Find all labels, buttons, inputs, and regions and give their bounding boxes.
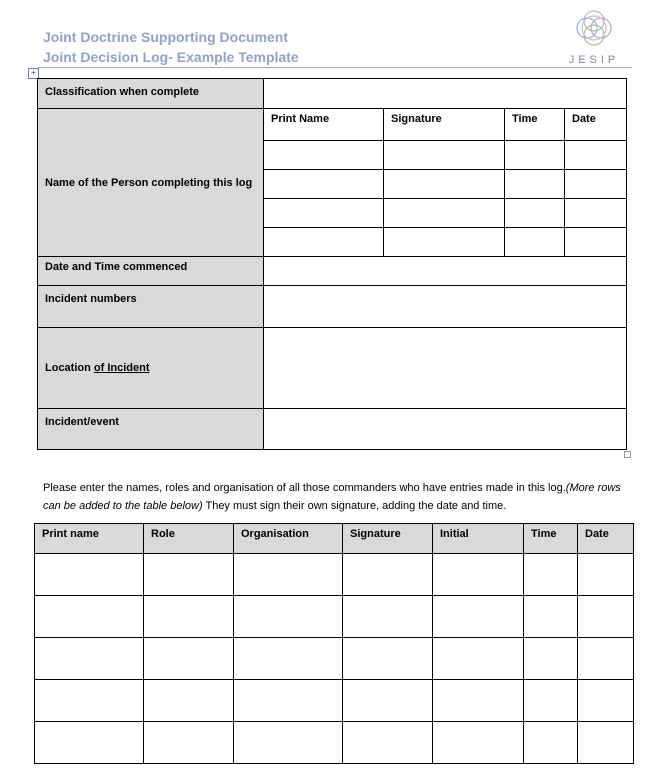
person-cell[interactable] xyxy=(505,228,565,257)
person-cell[interactable] xyxy=(384,170,505,199)
table-cell[interactable] xyxy=(234,680,343,722)
col-signature: Signature xyxy=(343,524,433,554)
instruction-text xyxy=(43,479,628,515)
decision-log-form xyxy=(37,78,627,450)
person-cell[interactable] xyxy=(505,170,565,199)
instruction-tail: They must sign their own signature, adding the date and time. xyxy=(202,500,507,512)
table-cell[interactable] xyxy=(144,722,234,764)
table-row xyxy=(35,680,634,722)
instruction-main: Please enter the names, roles and organisation of all those commanders who have entries made in this log. xyxy=(43,482,566,494)
table-cell[interactable] xyxy=(35,596,144,638)
table-cell[interactable] xyxy=(234,722,343,764)
table-cell[interactable] xyxy=(433,680,524,722)
table-cell[interactable] xyxy=(524,680,578,722)
table-cell[interactable] xyxy=(343,554,433,596)
table-row xyxy=(35,596,634,638)
location-label xyxy=(38,328,264,409)
person-cell[interactable] xyxy=(565,228,627,257)
table-cell[interactable] xyxy=(524,638,578,680)
header-rule xyxy=(38,67,632,68)
col-time: Time xyxy=(524,524,578,554)
table-cell[interactable] xyxy=(524,596,578,638)
jesip-logo-mark xyxy=(573,8,615,50)
table-cell[interactable] xyxy=(343,722,433,764)
incident-numbers-field[interactable] xyxy=(264,286,627,328)
document-subtitle: Joint Decision Log- Example Template xyxy=(43,49,299,65)
table-cell[interactable] xyxy=(343,680,433,722)
table-cell[interactable] xyxy=(433,722,524,764)
col-role: Role xyxy=(144,524,234,554)
table-cell[interactable] xyxy=(578,596,634,638)
table-cell[interactable] xyxy=(524,554,578,596)
table-row xyxy=(35,722,634,764)
instruction-note: (More rows can be added to the table below) xyxy=(43,482,621,512)
incident-event-field[interactable] xyxy=(264,409,627,450)
person-cell[interactable] xyxy=(384,199,505,228)
col-date: Date xyxy=(578,524,634,554)
person-col-time: Time xyxy=(505,109,565,141)
table-cell[interactable] xyxy=(578,680,634,722)
table-resize-handle[interactable] xyxy=(624,451,631,458)
jesip-logo xyxy=(565,8,623,68)
table-cell[interactable] xyxy=(234,554,343,596)
table-row xyxy=(35,638,634,680)
person-cell[interactable] xyxy=(565,199,627,228)
person-cell[interactable] xyxy=(565,141,627,170)
date-time-commenced-field[interactable] xyxy=(264,257,627,286)
table-row xyxy=(35,554,634,596)
person-cell[interactable] xyxy=(505,199,565,228)
table-cell[interactable] xyxy=(343,638,433,680)
person-cell[interactable] xyxy=(264,228,384,257)
table-cell[interactable] xyxy=(35,638,144,680)
table-move-handle[interactable]: + xyxy=(28,68,39,79)
table-cell[interactable] xyxy=(234,638,343,680)
table-cell[interactable] xyxy=(144,554,234,596)
table-cell[interactable] xyxy=(524,722,578,764)
person-cell[interactable] xyxy=(565,170,627,199)
table-cell[interactable] xyxy=(234,596,343,638)
person-cell[interactable] xyxy=(264,141,384,170)
date-time-commenced-label: Date and Time commenced xyxy=(38,257,264,286)
table-cell[interactable] xyxy=(578,638,634,680)
incident-numbers-label: Incident numbers xyxy=(38,286,264,328)
location-label-text: Location xyxy=(45,362,94,374)
table-cell[interactable] xyxy=(35,680,144,722)
table-cell[interactable] xyxy=(578,722,634,764)
table-cell[interactable] xyxy=(433,638,524,680)
incident-event-label: Incident/event xyxy=(38,409,264,450)
col-organisation: Organisation xyxy=(234,524,343,554)
col-print-name: Print name xyxy=(35,524,144,554)
person-col-print-name: Print Name xyxy=(264,109,384,141)
classification-label: Classification when complete xyxy=(38,79,264,109)
table-cell[interactable] xyxy=(144,596,234,638)
location-field[interactable] xyxy=(264,328,627,409)
table-cell[interactable] xyxy=(433,596,524,638)
logo-text: JESIP xyxy=(568,54,620,66)
table-cell[interactable] xyxy=(35,554,144,596)
table-cell[interactable] xyxy=(578,554,634,596)
person-cell[interactable] xyxy=(505,141,565,170)
person-cell[interactable] xyxy=(384,228,505,257)
table-cell[interactable] xyxy=(144,680,234,722)
person-cell[interactable] xyxy=(264,170,384,199)
person-col-date: Date xyxy=(565,109,627,141)
table-cell[interactable] xyxy=(35,722,144,764)
table-cell[interactable] xyxy=(343,596,433,638)
person-cell[interactable] xyxy=(384,141,505,170)
location-label-underlined: of Incident xyxy=(93,362,150,374)
person-col-signature: Signature xyxy=(384,109,505,141)
document-title: Joint Doctrine Supporting Document xyxy=(43,29,288,45)
person-cell[interactable] xyxy=(264,199,384,228)
col-initial: Initial xyxy=(433,524,524,554)
person-completing-label: Name of the Person completing this log xyxy=(38,109,264,257)
table-cell[interactable] xyxy=(144,638,234,680)
commanders-table xyxy=(34,523,634,764)
table-cell[interactable] xyxy=(433,554,524,596)
classification-field[interactable] xyxy=(264,79,627,109)
